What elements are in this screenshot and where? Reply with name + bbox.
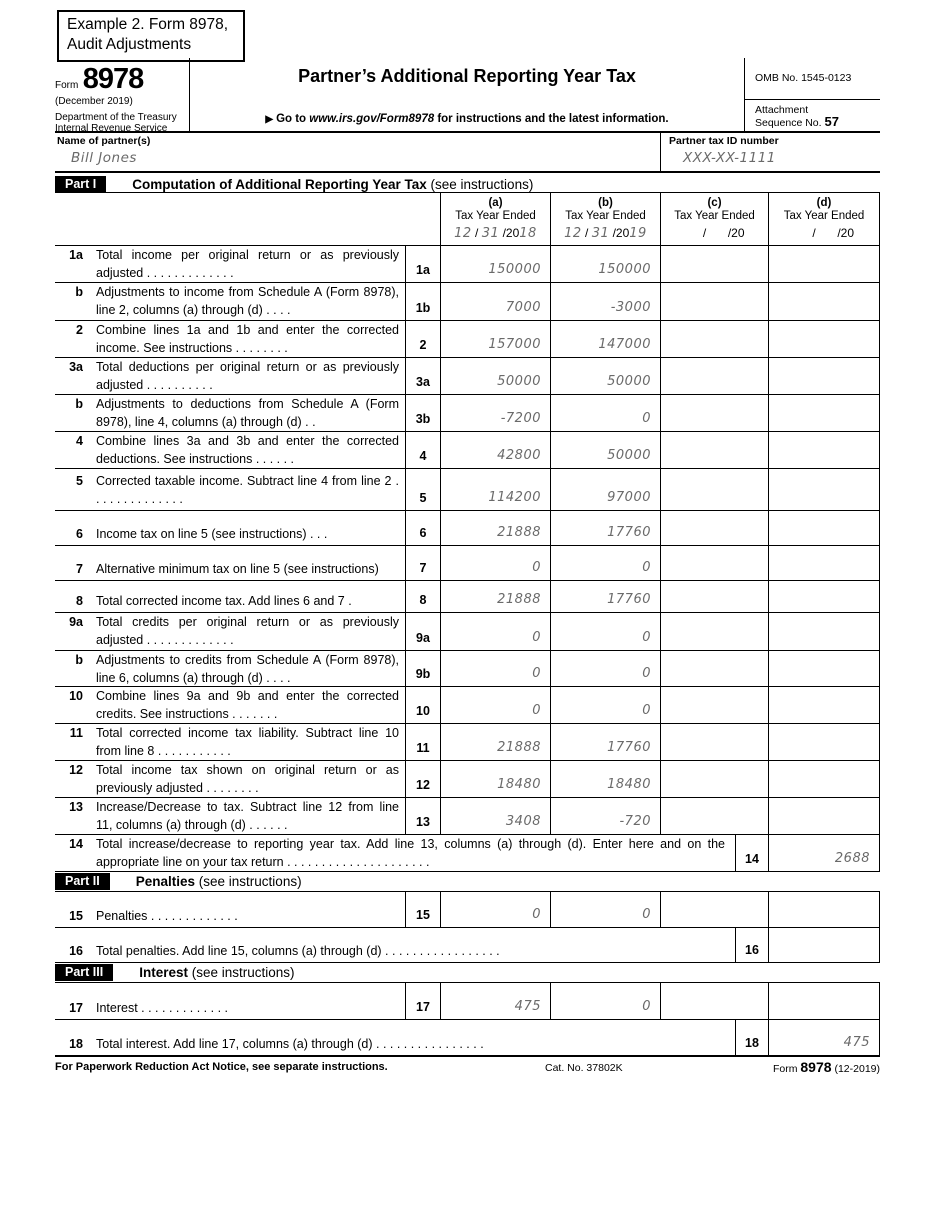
table-row-3a	[55, 357, 880, 394]
goto-line	[190, 113, 744, 125]
example-callout-line2: Audit Adjustments	[67, 36, 192, 53]
table-row-14-total	[55, 834, 880, 871]
page-title: Partner’s Additional Reporting Year Tax	[298, 66, 636, 86]
tax-year-date-b[interactable]: 12 / 31 /2019	[564, 226, 647, 241]
sequence-label: Sequence No.	[755, 117, 825, 129]
column-header-b: (b) Tax Year Ended 12 / 31 /2019	[550, 193, 660, 245]
row-number: 12	[69, 763, 83, 777]
amount-10-c[interactable]	[660, 687, 768, 723]
row-number: 8	[76, 593, 83, 608]
table-row-9a	[55, 612, 880, 650]
footer-form-revision: (12-2019)	[831, 1063, 880, 1075]
table-row-6	[55, 510, 880, 545]
amount-9b-b[interactable]: 0	[550, 651, 660, 686]
amount-1a-a[interactable]: 150000	[440, 246, 550, 282]
amount-4-d[interactable]	[768, 432, 880, 468]
table-row-15	[55, 892, 880, 928]
amount-14-total[interactable]: 2688	[768, 835, 880, 871]
amount-13-d[interactable]	[768, 798, 880, 834]
part2-table	[55, 892, 880, 962]
example-callout-line1: Example 2. Form 8978,	[67, 16, 229, 33]
table-row-7	[55, 545, 880, 580]
amount-15-a[interactable]: 0	[440, 892, 550, 927]
amount-15-b[interactable]: 0	[550, 892, 660, 927]
partner-tax-id-field[interactable]	[660, 133, 880, 171]
form-word: Form	[55, 80, 79, 91]
table-row-11	[55, 723, 880, 760]
amount-13-a[interactable]: 3408	[440, 798, 550, 834]
partner-tax-id-label: Partner tax ID number	[669, 135, 779, 147]
part1-badge: Part I	[55, 176, 106, 193]
row-label: Total corrected income tax. Add lines 6 and 7 .	[96, 593, 352, 608]
line-number-box: 15	[405, 892, 440, 927]
part1-header	[55, 176, 880, 193]
paperwork-notice: For Paperwork Reduction Act Notice, see separate instructions.	[55, 1061, 388, 1073]
row-label: Total corrected income tax liability. Subtract line 10 from line 8 . . . . . . . . . . .	[96, 726, 399, 758]
amount-7-a[interactable]: 0	[440, 546, 550, 580]
amount-9a-a[interactable]: 0	[440, 613, 550, 650]
amount-3a-a[interactable]: 50000	[440, 358, 550, 394]
row-label: Adjustments to deductions from Schedule A (Form 8978), line 4, columns (a) through (d) . .	[96, 397, 399, 429]
amount-3a-b[interactable]: 50000	[550, 358, 660, 394]
amount-8-d[interactable]	[768, 581, 880, 612]
line-number-box: 6	[405, 511, 440, 545]
line-number-box: 9a	[405, 613, 440, 650]
goto-post: for instructions and the latest information.	[434, 113, 669, 125]
row-label: Alternative minimum tax on line 5 (see instructions)	[96, 561, 379, 576]
part1-subtitle: (see instructions)	[426, 176, 534, 192]
amount-2-a[interactable]: 157000	[440, 321, 550, 357]
amount-11-c[interactable]	[660, 724, 768, 760]
row-label: Total increase/decrease to reporting year tax. Add line 13, columns (a) through (d). Enter here and on the appropriate line on your tax return . . . . . . . . . . . . . . . . . . . . .	[96, 837, 725, 869]
amount-13-b[interactable]: -720	[550, 798, 660, 834]
row-label: Adjustments to credits from Schedule A (Form 8978), line 6, columns (a) through (d) . . . .	[96, 653, 399, 685]
part3-badge: Part III	[55, 964, 113, 981]
line-number-box: 18	[735, 1020, 768, 1055]
amount-17-c[interactable]	[660, 983, 768, 1019]
footer-form-id	[773, 1059, 880, 1075]
page-footer	[55, 1055, 880, 1075]
form-title-block	[190, 58, 745, 131]
footer-form-number: 8978	[800, 1059, 832, 1075]
amount-10-b[interactable]: 0	[550, 687, 660, 723]
row-label: Total income tax shown on original return or as previously adjusted . . . . . . . .	[96, 763, 399, 795]
amount-7-d[interactable]	[768, 546, 880, 580]
amount-9a-d[interactable]	[768, 613, 880, 650]
amount-9b-c[interactable]	[660, 651, 768, 686]
row-label: Combine lines 1a and 1b and enter the corrected income. See instructions . . . . . . . .	[96, 323, 399, 355]
table-row-8	[55, 580, 880, 612]
partner-name-value[interactable]: Bill Jones	[71, 150, 137, 166]
amount-9a-b[interactable]: 0	[550, 613, 660, 650]
row-number: 2	[76, 323, 83, 337]
amount-10-d[interactable]	[768, 687, 880, 723]
row-label: Combine lines 9a and 9b and enter the corrected credits. See instructions . . . . . . .	[96, 689, 399, 721]
agency-line1: Department of the Treasury	[55, 112, 177, 123]
row-number: 1a	[69, 248, 83, 262]
form-header	[55, 58, 880, 133]
amount-5-c[interactable]	[660, 469, 768, 510]
line-number-box: 11	[405, 724, 440, 760]
form-number: 8978	[82, 63, 144, 95]
amount-9a-c[interactable]	[660, 613, 768, 650]
table-row-2	[55, 320, 880, 357]
amount-8-a[interactable]: 21888	[440, 581, 550, 612]
row-label: Corrected taxable income. Subtract line 4 from line 2 . . . . . . . . . . . . . .	[96, 474, 399, 506]
amount-11-b[interactable]: 17760	[550, 724, 660, 760]
line-number-box: 3a	[405, 358, 440, 394]
amount-1a-d[interactable]	[768, 246, 880, 282]
sequence-number: 57	[824, 114, 839, 129]
example-callout	[57, 10, 245, 62]
amount-5-b[interactable]: 97000	[550, 469, 660, 510]
line-number-box: 1b	[405, 283, 440, 320]
row-number: 7	[76, 561, 83, 576]
row-label: Increase/Decrease to tax. Subtract line 12 from line 11, columns (a) through (d) . . . . . .	[96, 800, 399, 832]
goto-pre: Go to	[276, 113, 310, 125]
amount-9b-a[interactable]: 0	[440, 651, 550, 686]
tax-year-date-a[interactable]: 12 / 31 /2018	[454, 226, 537, 241]
row-label: Combine lines 3a and 3b and enter the corrected deductions. See instructions . . . . . .	[96, 434, 399, 466]
amount-12-a[interactable]: 18480	[440, 761, 550, 797]
amount-8-b[interactable]: 17760	[550, 581, 660, 612]
row-number: b	[75, 285, 83, 299]
amount-17-d[interactable]	[768, 983, 880, 1019]
omb-number: OMB No. 1545-0123	[745, 58, 880, 100]
row-label: Penalties . . . . . . . . . . . . .	[96, 908, 238, 923]
partner-name-field[interactable]	[55, 133, 660, 171]
line-number-box: 5	[405, 469, 440, 510]
amount-3b-c[interactable]	[660, 395, 768, 431]
line-number-box: 7	[405, 546, 440, 580]
amount-10-a[interactable]: 0	[440, 687, 550, 723]
row-number: b	[75, 653, 83, 667]
amount-17-b[interactable]: 0	[550, 983, 660, 1019]
amount-1a-c[interactable]	[660, 246, 768, 282]
agency-line2: Internal Revenue Service	[55, 123, 168, 134]
part2-subtitle: (see instructions)	[195, 874, 302, 889]
row-number: 16	[69, 943, 83, 958]
table-row-18-total	[55, 1020, 880, 1055]
amount-5-d[interactable]	[768, 469, 880, 510]
table-row-5	[55, 468, 880, 510]
amount-15-d[interactable]	[768, 892, 880, 927]
column-header-a: (a) Tax Year Ended 12 / 31 /2018	[440, 193, 550, 245]
catalog-number: Cat. No. 37802K	[545, 1062, 623, 1074]
part2-badge: Part II	[55, 873, 110, 890]
row-number: 9a	[69, 615, 83, 629]
part2-header	[55, 871, 880, 892]
row-number: 5	[76, 474, 83, 488]
row-number: 11	[69, 726, 83, 740]
amount-7-c[interactable]	[660, 546, 768, 580]
amount-11-d[interactable]	[768, 724, 880, 760]
partner-info-row	[55, 133, 880, 173]
amount-2-d[interactable]	[768, 321, 880, 357]
row-label: Total penalties. Add line 15, columns (a) through (d) . . . . . . . . . . . . . . . . .	[96, 943, 500, 958]
goto-url[interactable]: www.irs.gov/Form8978	[309, 113, 435, 125]
amount-6-a[interactable]: 21888	[440, 511, 550, 545]
amount-1a-b[interactable]: 150000	[550, 246, 660, 282]
part3-subtitle: (see instructions)	[188, 965, 295, 980]
row-number: 13	[69, 800, 83, 814]
table-row-1b	[55, 282, 880, 320]
amount-1b-d[interactable]	[768, 283, 880, 320]
amount-1b-a[interactable]: 7000	[440, 283, 550, 320]
amount-12-b[interactable]: 18480	[550, 761, 660, 797]
line-number-box: 17	[405, 983, 440, 1019]
line-number-box: 10	[405, 687, 440, 723]
part1-table	[55, 193, 880, 871]
part3-table	[55, 983, 880, 1055]
row-label: Adjustments to income from Schedule A (Form 8978), line 2, columns (a) through (d) . . . .	[96, 285, 399, 317]
amount-6-c[interactable]	[660, 511, 768, 545]
row-label: Interest . . . . . . . . . . . . .	[96, 1000, 228, 1015]
column-header-d: (d) Tax Year Ended / /20	[768, 193, 880, 245]
form-id-block	[55, 58, 190, 134]
row-label: Total income per original return or as previously adjusted . . . . . . . . . . . . .	[96, 248, 399, 280]
row-number: 14	[69, 837, 83, 851]
partner-tax-id-value[interactable]: XXX-XX-1111	[683, 150, 776, 166]
table-row-1a	[55, 245, 880, 282]
line-number-box: 8	[405, 581, 440, 612]
partner-name-label: Name of partner(s)	[57, 135, 151, 147]
column-headers	[55, 193, 880, 245]
column-header-c: (c) Tax Year Ended / /20	[660, 193, 768, 245]
row-label: Total interest. Add line 17, columns (a) through (d) . . . . . . . . . . . . . . . .	[96, 1036, 484, 1051]
amount-11-a[interactable]: 21888	[440, 724, 550, 760]
tax-year-date-c[interactable]: / /20	[699, 226, 745, 240]
row-number: 3a	[69, 360, 83, 374]
line-number-box: 1a	[405, 246, 440, 282]
amount-15-c[interactable]	[660, 892, 768, 927]
amount-5-a[interactable]: 114200	[440, 469, 550, 510]
amount-6-d[interactable]	[768, 511, 880, 545]
part3-header	[55, 962, 880, 983]
line-number-box: 13	[405, 798, 440, 834]
amount-9b-d[interactable]	[768, 651, 880, 686]
amount-4-a[interactable]: 42800	[440, 432, 550, 468]
amount-2-c[interactable]	[660, 321, 768, 357]
amount-8-c[interactable]	[660, 581, 768, 612]
line-number-box: 12	[405, 761, 440, 797]
row-number: 15	[69, 908, 83, 923]
line-number-box: 2	[405, 321, 440, 357]
row-number: 18	[69, 1036, 83, 1051]
amount-12-c[interactable]	[660, 761, 768, 797]
attachment-sequence	[745, 100, 880, 129]
tax-year-date-d[interactable]: / /20	[808, 226, 855, 240]
table-row-16-total	[55, 928, 880, 962]
line-number-box: 3b	[405, 395, 440, 431]
amount-3b-b[interactable]: 0	[550, 395, 660, 431]
amount-4-b[interactable]: 50000	[550, 432, 660, 468]
row-number: 6	[76, 526, 83, 541]
table-row-12	[55, 760, 880, 797]
amount-4-c[interactable]	[660, 432, 768, 468]
row-number: 4	[76, 434, 83, 448]
row-number: 10	[69, 689, 83, 703]
row-number: b	[75, 397, 83, 411]
row-number: 17	[69, 1000, 83, 1015]
amount-1b-b[interactable]: -3000	[550, 283, 660, 320]
amount-13-c[interactable]	[660, 798, 768, 834]
row-label: Income tax on line 5 (see instructions) . . .	[96, 526, 328, 541]
form-revision: (December 2019)	[55, 96, 133, 107]
arrow-right-icon: ▶	[265, 114, 274, 125]
table-row-17	[55, 983, 880, 1020]
amount-2-b[interactable]: 147000	[550, 321, 660, 357]
amount-16-total[interactable]	[768, 928, 880, 962]
attachment-word: Attachment	[755, 104, 809, 116]
table-row-9b	[55, 650, 880, 686]
line-number-box: 9b	[405, 651, 440, 686]
amount-7-b[interactable]: 0	[550, 546, 660, 580]
amount-1b-c[interactable]	[660, 283, 768, 320]
amount-18-total[interactable]: 475	[768, 1020, 880, 1055]
amount-3b-d[interactable]	[768, 395, 880, 431]
part3-title: Interest (see instructions)	[139, 965, 295, 980]
row-label: Total credits per original return or as previously adjusted . . . . . . . . . . . . .	[96, 615, 399, 647]
table-row-3b	[55, 394, 880, 431]
amount-12-d[interactable]	[768, 761, 880, 797]
line-number-box: 14	[735, 835, 768, 871]
line-number-box: 16	[735, 928, 768, 962]
amount-3b-a[interactable]: -7200	[440, 395, 550, 431]
amount-17-a[interactable]: 475	[440, 983, 550, 1019]
amount-3a-d[interactable]	[768, 358, 880, 394]
table-row-4	[55, 431, 880, 468]
footer-form-word: Form	[772, 1063, 801, 1075]
table-row-13	[55, 797, 880, 834]
table-row-10	[55, 686, 880, 723]
part1-title: Computation of Additional Reporting Year Tax (see instructions)	[132, 176, 534, 192]
amount-3a-c[interactable]	[660, 358, 768, 394]
omb-block	[745, 58, 880, 131]
amount-6-b[interactable]: 17760	[550, 511, 660, 545]
line-number-box: 4	[405, 432, 440, 468]
part2-title: Penalties (see instructions)	[135, 874, 302, 889]
row-label: Total deductions per original return or as previously adjusted . . . . . . . . . .	[96, 360, 399, 392]
